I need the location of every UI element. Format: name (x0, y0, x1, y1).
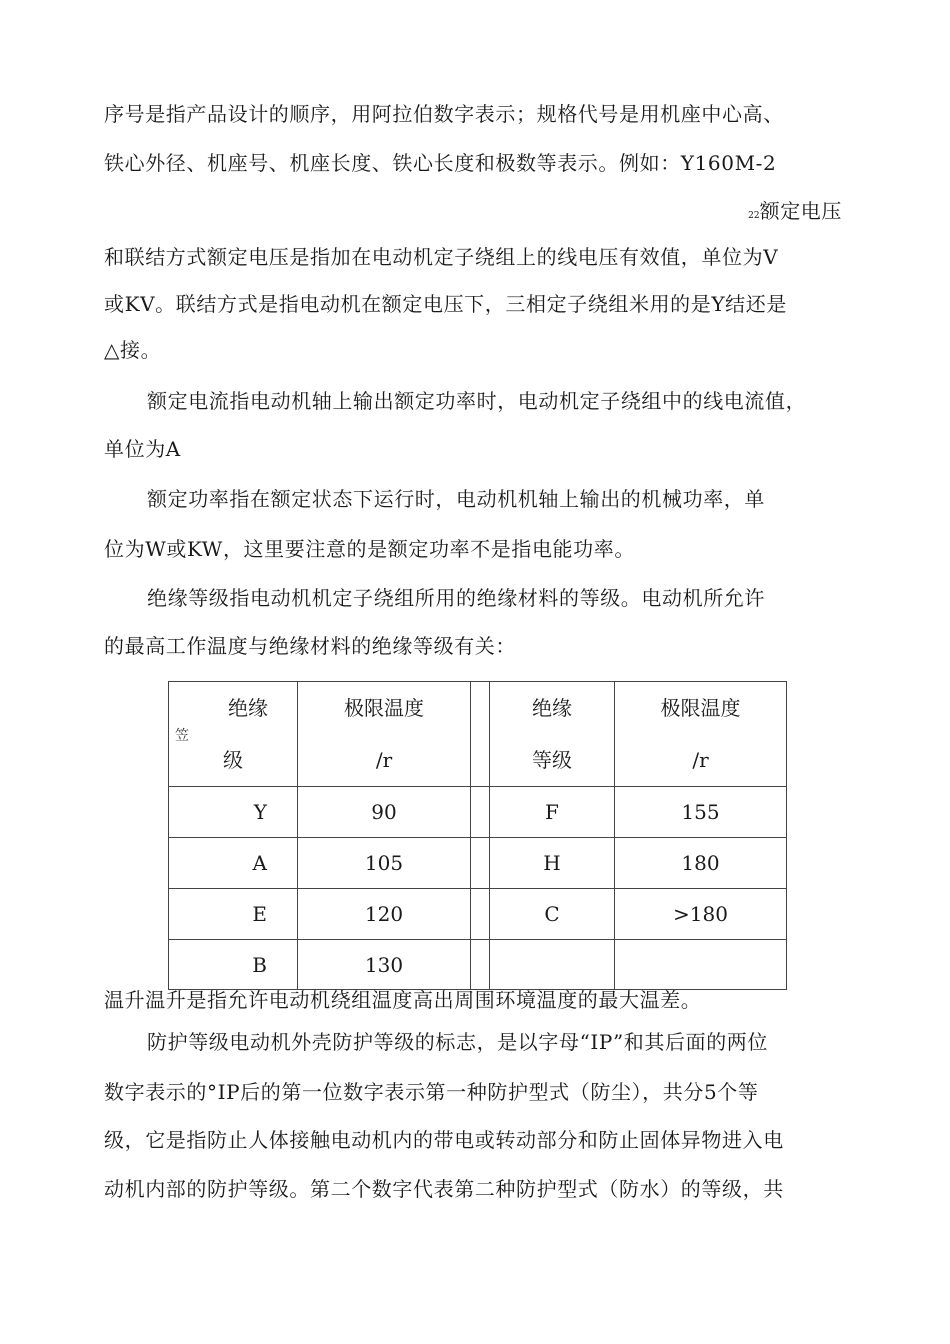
gap-cell (471, 889, 490, 940)
text-line: 额定电流指电动机轴上输出额定功率时，电动机定子绕组中的线电流值， (147, 389, 807, 413)
header-text: 级 (223, 748, 243, 772)
header-text: 极限温度 (344, 696, 424, 720)
text-line: 和联结方式额定电压是指加在电动机定子绕组上的线电压有效值，单位为V (104, 245, 779, 269)
gap-cell (471, 787, 490, 838)
header-cell (298, 682, 471, 787)
text-line: 级，它是指防止人体接触电动机内的带电或转动部分和防止固体异物进入电 (104, 1128, 784, 1152)
insulation-class-table (168, 681, 787, 990)
text-line: 位为W或KW，这里要注意的是额定功率不是指电能功率。 (104, 537, 635, 561)
text-line: 温升温升是指允许电动机绕组温度高出周围环境温度的最大温差。 (104, 988, 702, 1012)
text-line: 或KV。联结方式是指电动机在额定电压下，三相定子绕组米用的是Y结还是 (104, 292, 787, 316)
grade-cell: E (169, 889, 298, 940)
small-index: 22 (748, 211, 760, 221)
table-row (169, 889, 787, 940)
temp-cell: 90 (298, 787, 471, 838)
temp-cell: 155 (615, 787, 787, 838)
header-cell (490, 682, 615, 787)
text-line: 序号是指产品设计的顺序，用阿拉伯数字表示；规格代号是用机座中心高、 (104, 102, 784, 126)
grade-cell: F (490, 787, 615, 838)
temp-cell: 180 (615, 838, 787, 889)
grade-cell (490, 940, 615, 990)
stray-mark: 笠 (175, 728, 189, 744)
text-line: 额定功率指在额定状态下运行时，电动机机轴上输出的机械功率，单 (147, 487, 765, 511)
text-fragment: 额定电压 (759, 199, 842, 223)
header-text: 等级 (532, 748, 572, 772)
text-line (748, 199, 842, 228)
text-line: 数字表示的°IP后的第一位数字表示第一种防护型式（防尘），共分5个等 (104, 1080, 759, 1104)
table-row (169, 787, 787, 838)
table-row (169, 838, 787, 889)
text-line: 绝缘等级指电动机机定子绕组所用的绝缘材料的等级。电动机所允许 (147, 586, 765, 610)
temp-cell (615, 940, 787, 990)
header-text: /r (692, 748, 709, 772)
gap-cell (471, 682, 490, 787)
table-row (169, 940, 787, 990)
text-line: 动机内部的防护等级。第二个数字代表第二种防护型式（防水）的等级，共 (104, 1177, 784, 1201)
grade-cell: B (169, 940, 298, 990)
header-text: 绝缘 (228, 696, 268, 720)
header-cell (169, 682, 298, 787)
grade-cell: H (490, 838, 615, 889)
text-line: 的最高工作温度与绝缘材料的绝缘等级有关： (104, 634, 516, 658)
grade-cell: C (490, 889, 615, 940)
grade-cell: Y (169, 787, 298, 838)
header-cell (615, 682, 787, 787)
temp-cell: >180 (615, 889, 787, 940)
text-line: △接。 (104, 338, 162, 362)
gap-cell (471, 940, 490, 990)
text-line: 铁心外径、机座号、机座长度、铁心长度和极数等表示。例如：Y160M-2 (104, 151, 777, 175)
header-text: 极限温度 (660, 696, 741, 720)
text-line: 防护等级电动机外壳防护等级的标志，是以字母“IP”和其后面的两位 (147, 1030, 769, 1054)
gap-cell (471, 838, 490, 889)
temp-cell: 130 (298, 940, 471, 990)
table-header-row (169, 682, 787, 787)
header-text: /r (375, 748, 393, 772)
text-line: 单位为A (104, 437, 181, 461)
temp-cell: 120 (298, 889, 471, 940)
grade-cell: A (169, 838, 298, 889)
header-text: 绝缘 (532, 696, 572, 720)
temp-cell: 105 (298, 838, 471, 889)
